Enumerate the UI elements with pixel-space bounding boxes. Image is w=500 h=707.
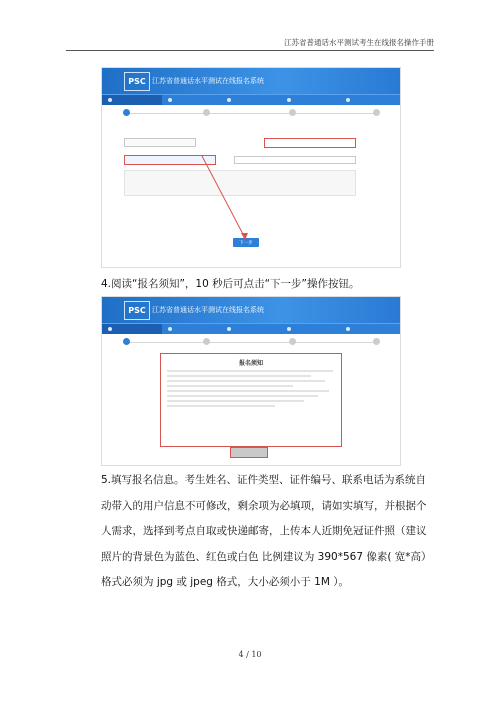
document-header: 江苏省普通话水平测试考生在线报名操作手册: [284, 38, 434, 47]
system-title: 江苏省普通话水平测试在线报名系统: [152, 77, 264, 85]
step4-instruction: 4.阅读“报名须知”，10 秒后可点击“下一步”操作按钮。: [101, 278, 360, 290]
print-icon: [346, 327, 350, 331]
home-icon: [108, 327, 112, 331]
notice-text-line: [167, 395, 318, 397]
screenshot-notice: [101, 296, 401, 466]
screenshot-select-exam-point: [101, 67, 401, 268]
page-number: 4 / 10: [238, 650, 262, 659]
psc-logo: PSC: [124, 72, 150, 91]
red-arrow: [102, 68, 400, 267]
nav-item-4: [281, 324, 341, 334]
notice-panel: [160, 353, 342, 447]
list-icon: [287, 327, 291, 331]
step-dot: [123, 338, 130, 345]
step-1: [106, 338, 146, 347]
notice-text-line: [167, 405, 275, 407]
system-title: 江苏省普通话水平测试在线报名系统: [152, 306, 264, 314]
nav-item-5: [340, 324, 400, 334]
user-icon: [168, 327, 172, 331]
system-nav: [102, 323, 400, 334]
step-dot: [289, 338, 296, 345]
step-dot: [373, 338, 380, 345]
notice-text-line: [167, 400, 304, 402]
nav-item-3: [221, 324, 281, 334]
nav-item-2: [162, 324, 222, 334]
notice-text-line: [167, 375, 311, 377]
notice-text-line: [167, 380, 325, 382]
step-4: [356, 338, 396, 347]
step-3: [273, 338, 313, 347]
notice-next-button[interactable]: [230, 447, 268, 458]
notice-text-line: [167, 390, 329, 392]
step5-instruction: 5.填写报名信息。考生姓名、证件类型、证件编号、联系电话为系统自动带入的用户信息不可修改，剩余项为必填项，请如实填写，并根据个人需求，选择到考点自取或快递邮寄，上传本人近期免冠证件照（建议照片的背景色为蓝色、红色或白色 比例建议为 390*567 像素( 宽*高）格式必须为 jpg 或 jpeg 格式，大小必须小于 1M ）。: [101, 474, 432, 589]
system-banner: [102, 297, 400, 323]
step-dot: [203, 338, 210, 345]
notice-text-line: [167, 385, 293, 387]
header-rule: [66, 50, 434, 51]
form-icon: [227, 327, 231, 331]
psc-logo: PSC: [124, 301, 150, 320]
next-button[interactable]: 下一步: [233, 238, 259, 247]
notice-text-line: [167, 370, 333, 372]
step-2: [186, 338, 226, 347]
steps-line: [126, 342, 376, 343]
nav-item-1: [102, 324, 162, 334]
notice-title: 报名须知: [238, 360, 263, 367]
